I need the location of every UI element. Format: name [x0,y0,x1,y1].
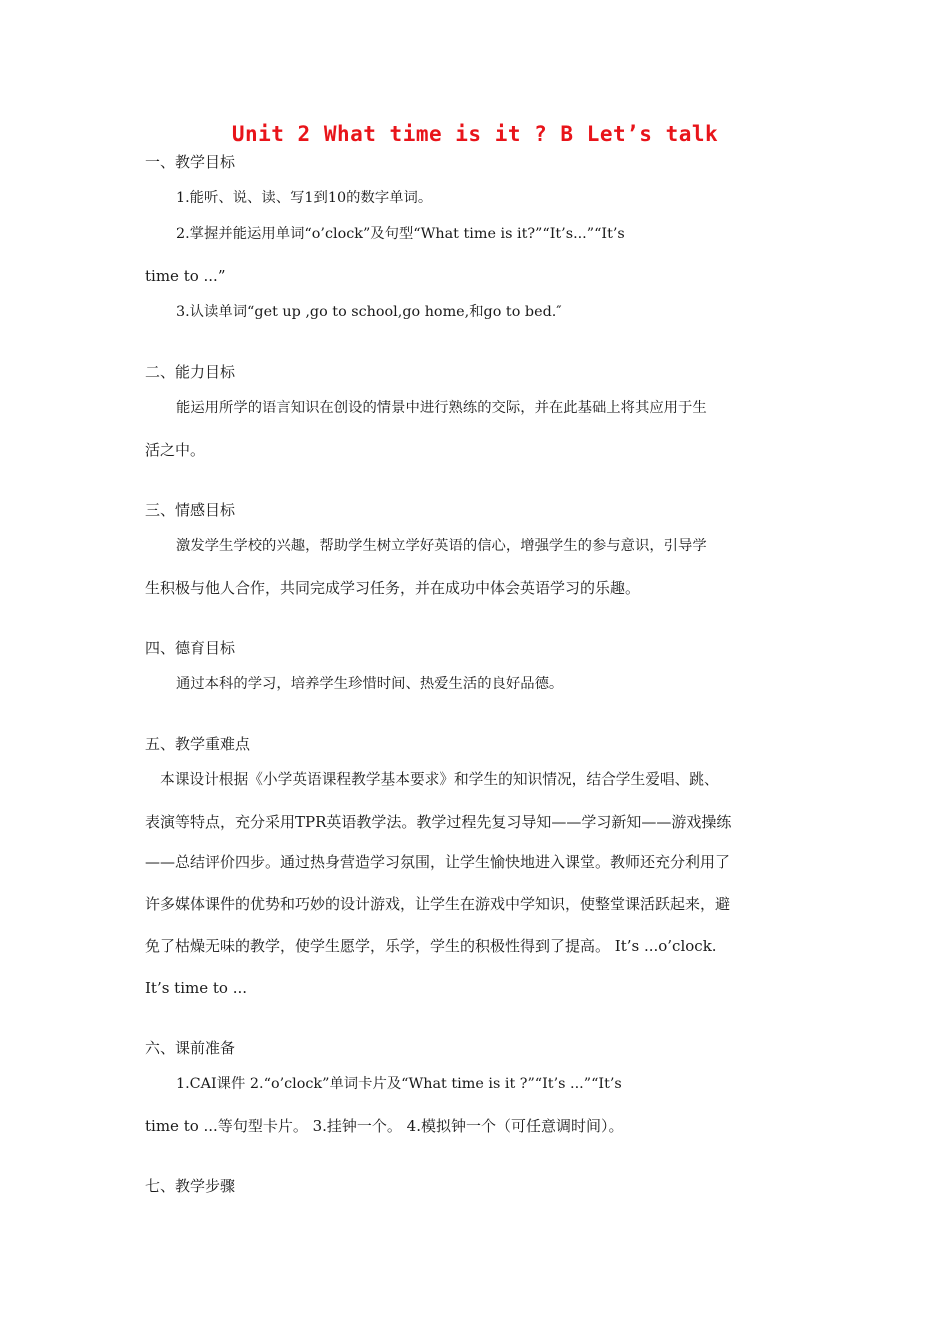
paragraph-line: 活之中。 [145,441,206,459]
section-heading-6: 六、课前准备 [145,1039,236,1057]
paragraph-line: 能运用所学的语言知识在创设的情景中进行熟练的交际，并在此基础上将其应用于生 [176,400,707,416]
paragraph-line: ——总结评价四步。通过热身营造学习氛围，让学生愉快地进入课堂。教师还充分利用了 [145,853,731,871]
paragraph-line: 免了枯燥无味的教学，使学生愿学，乐学，学生的积极性得到了提高。 It’s ...o’clock. [145,937,717,955]
paragraph-line: 许多媒体课件的优势和巧妙的设计游戏，让学生在游戏中学知识，使整堂课活跃起来，避 [145,895,731,913]
section-heading-4: 四、德育目标 [145,639,236,657]
paragraph-line: 2.掌握并能运用单词“o’clock”及句型“What time is it?”“It’s...”“It’s [176,226,625,242]
section-heading-1: 一、教学目标 [145,153,236,171]
section-heading-7: 七、教学步骤 [145,1177,236,1195]
paragraph-line: time to ...” [145,267,226,285]
paragraph-line: time to ...等句型卡片。 3.挂钟一个。 4.模拟钟一个（可任意调时间）。 [145,1117,624,1135]
paragraph-line: 表演等特点，充分采用TPR英语教学法。教学过程先复习导知——学习新知——游戏操练 [145,813,732,831]
paragraph-line: 通过本科的学习，培养学生珍惜时间、热爱生活的良好品德。 [176,676,564,692]
section-heading-5: 五、教学重难点 [145,735,251,753]
paragraph-line: 1.CAI课件 2.“o’clock”单词卡片及“What time is it ?”“It’s ...”“It’s [176,1076,622,1092]
paragraph-line: It’s time to ... [145,979,248,997]
section-heading-3: 三、情感目标 [145,501,236,519]
paragraph-line: 本课设计根据《小学英语课程教学基本要求》和学生的知识情况，结合学生爱唱、跳、 [160,771,719,788]
paragraph-line: 3.认读单词“get up ,go to school,go home,和go to bed.″ [176,304,562,320]
document-title: Unit 2 What time is it ? B Let’s talk [231,122,719,146]
paragraph-line: 1.能听、说、读、写1到10的数字单词。 [176,190,433,206]
paragraph-line: 生积极与他人合作，共同完成学习任务，并在成功中体会英语学习的乐趣。 [145,579,641,597]
paragraph-line: 激发学生学校的兴趣，帮助学生树立学好英语的信心，增强学生的参与意识，引导学 [176,538,707,554]
section-heading-2: 二、能力目标 [145,363,236,381]
